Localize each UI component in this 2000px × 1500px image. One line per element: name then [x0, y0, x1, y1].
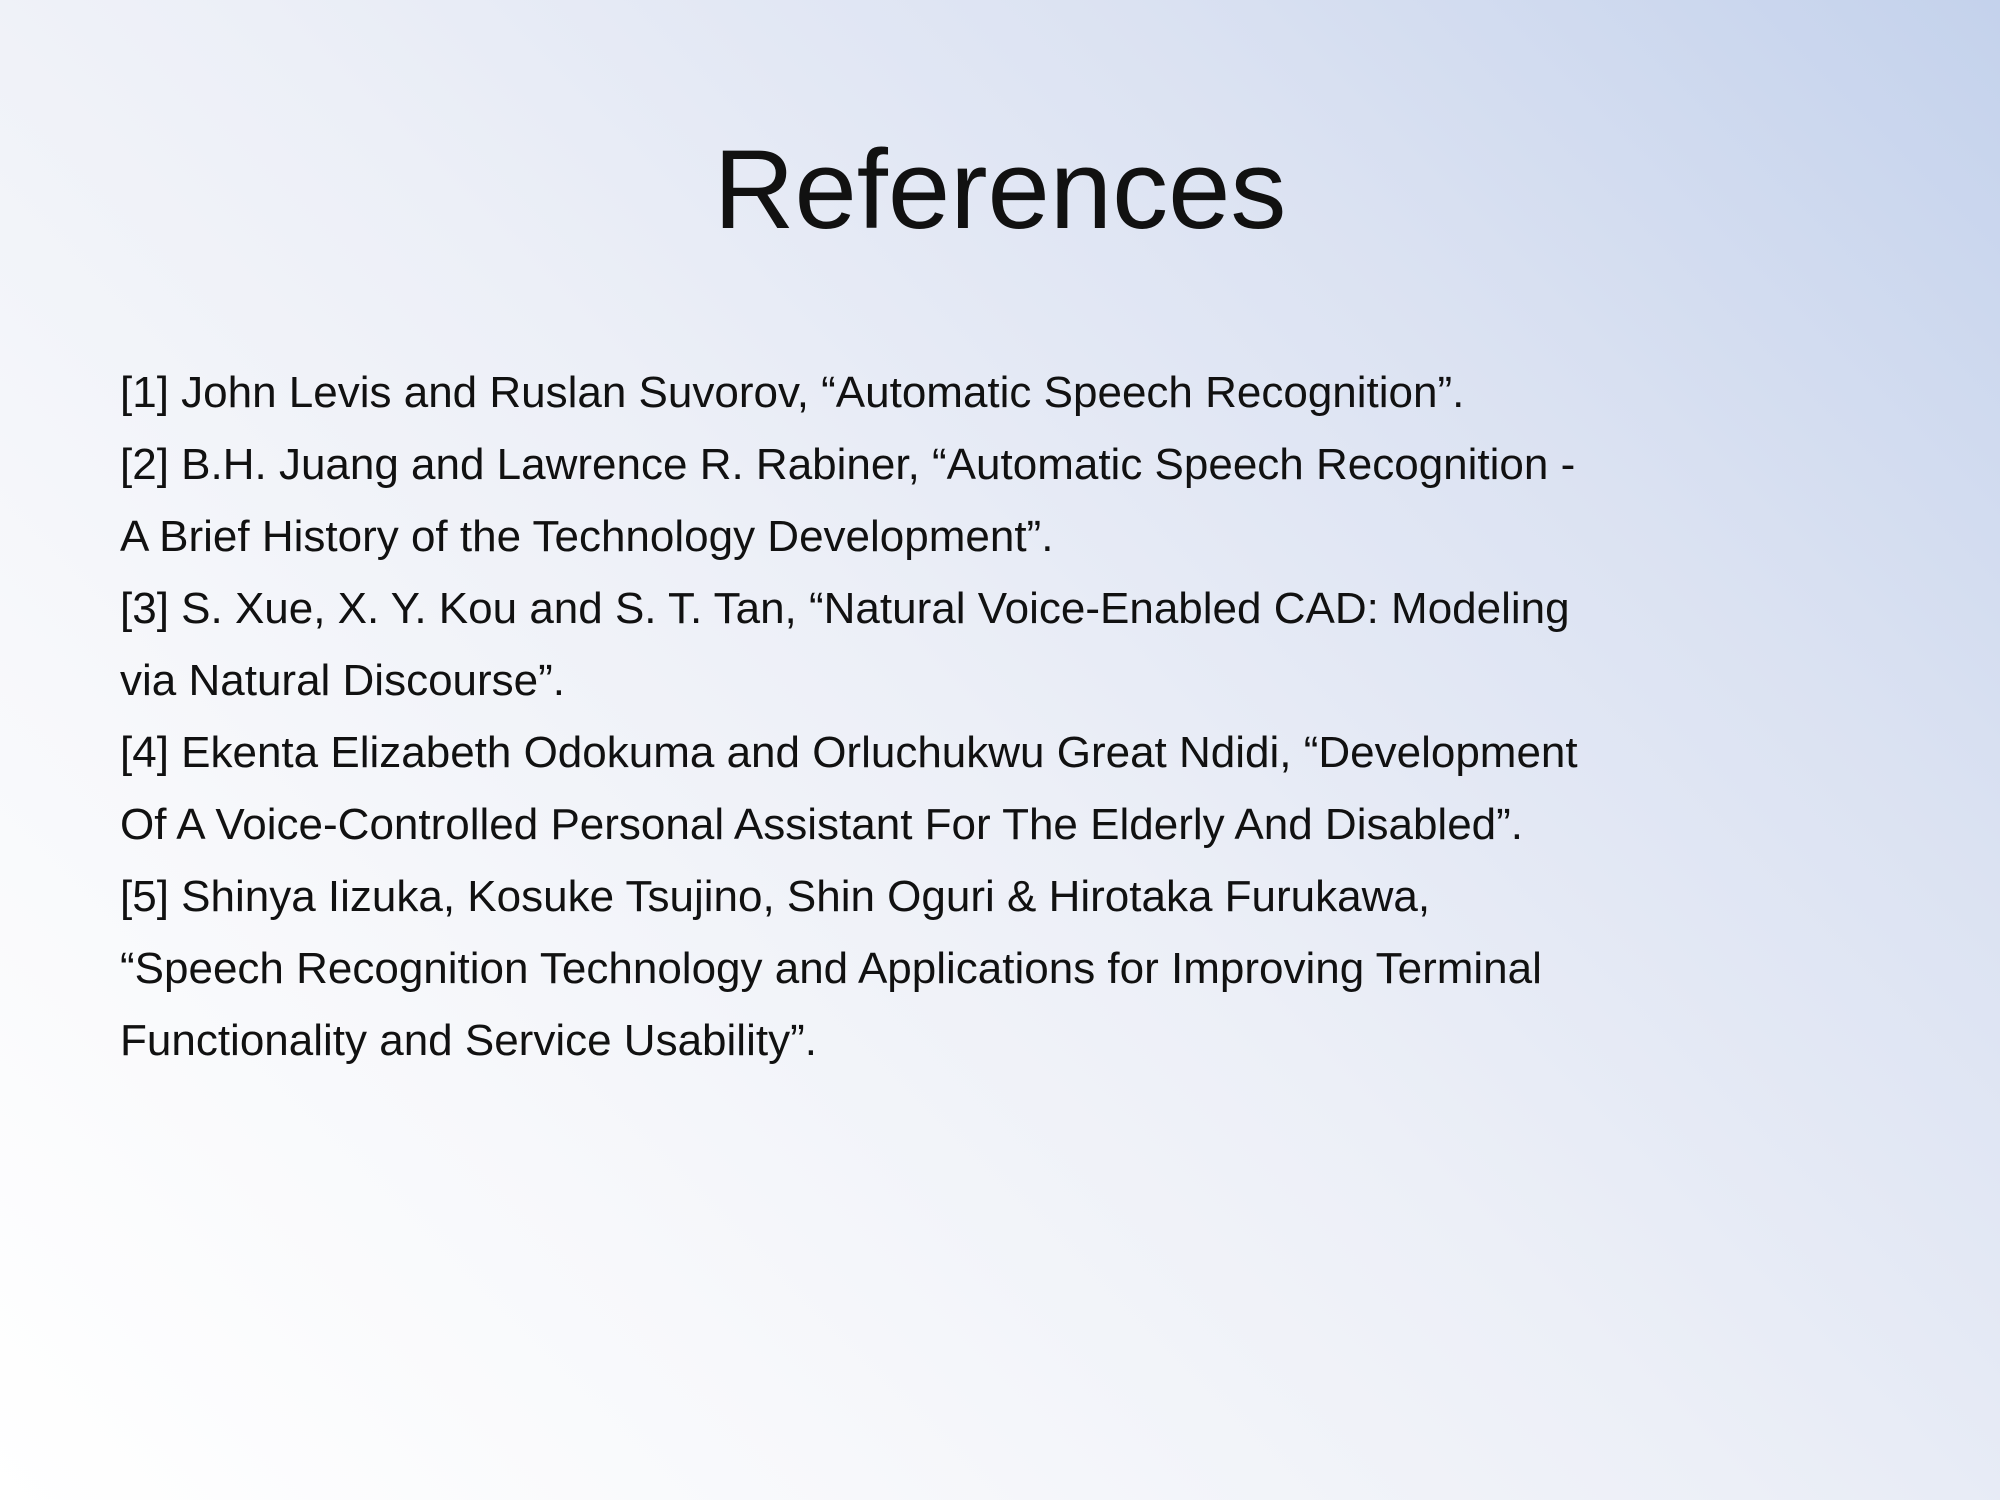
- reference-item: [2] B.H. Juang and Lawrence R. Rabiner, “Automatic Speech Recognition - A Brief History of the Technology Development”.: [120, 440, 1576, 561]
- reference-item: [1] John Levis and Ruslan Suvorov, “Automatic Speech Recognition”.: [120, 368, 1465, 417]
- reference-item: [3] S. Xue, X. Y. Kou and S. T. Tan, “Natural Voice-Enabled CAD: Modeling via Natural Discourse”.: [120, 584, 1570, 705]
- reference-item: [5] Shinya Iizuka, Kosuke Tsujino, Shin Oguri & Hirotaka Furukawa, “Speech Recognition Technology and Applications for Improving Terminal Functionality and Service Usability”.: [120, 872, 1542, 1065]
- reference-item: [4] Ekenta Elizabeth Odokuma and Orluchukwu Great Ndidi, “Development Of A Voice-Controlled Personal Assistant For The Elderly And Disabled”.: [120, 728, 1578, 849]
- slide-title: References: [713, 127, 1287, 252]
- reference-list: [120, 357, 1580, 1077]
